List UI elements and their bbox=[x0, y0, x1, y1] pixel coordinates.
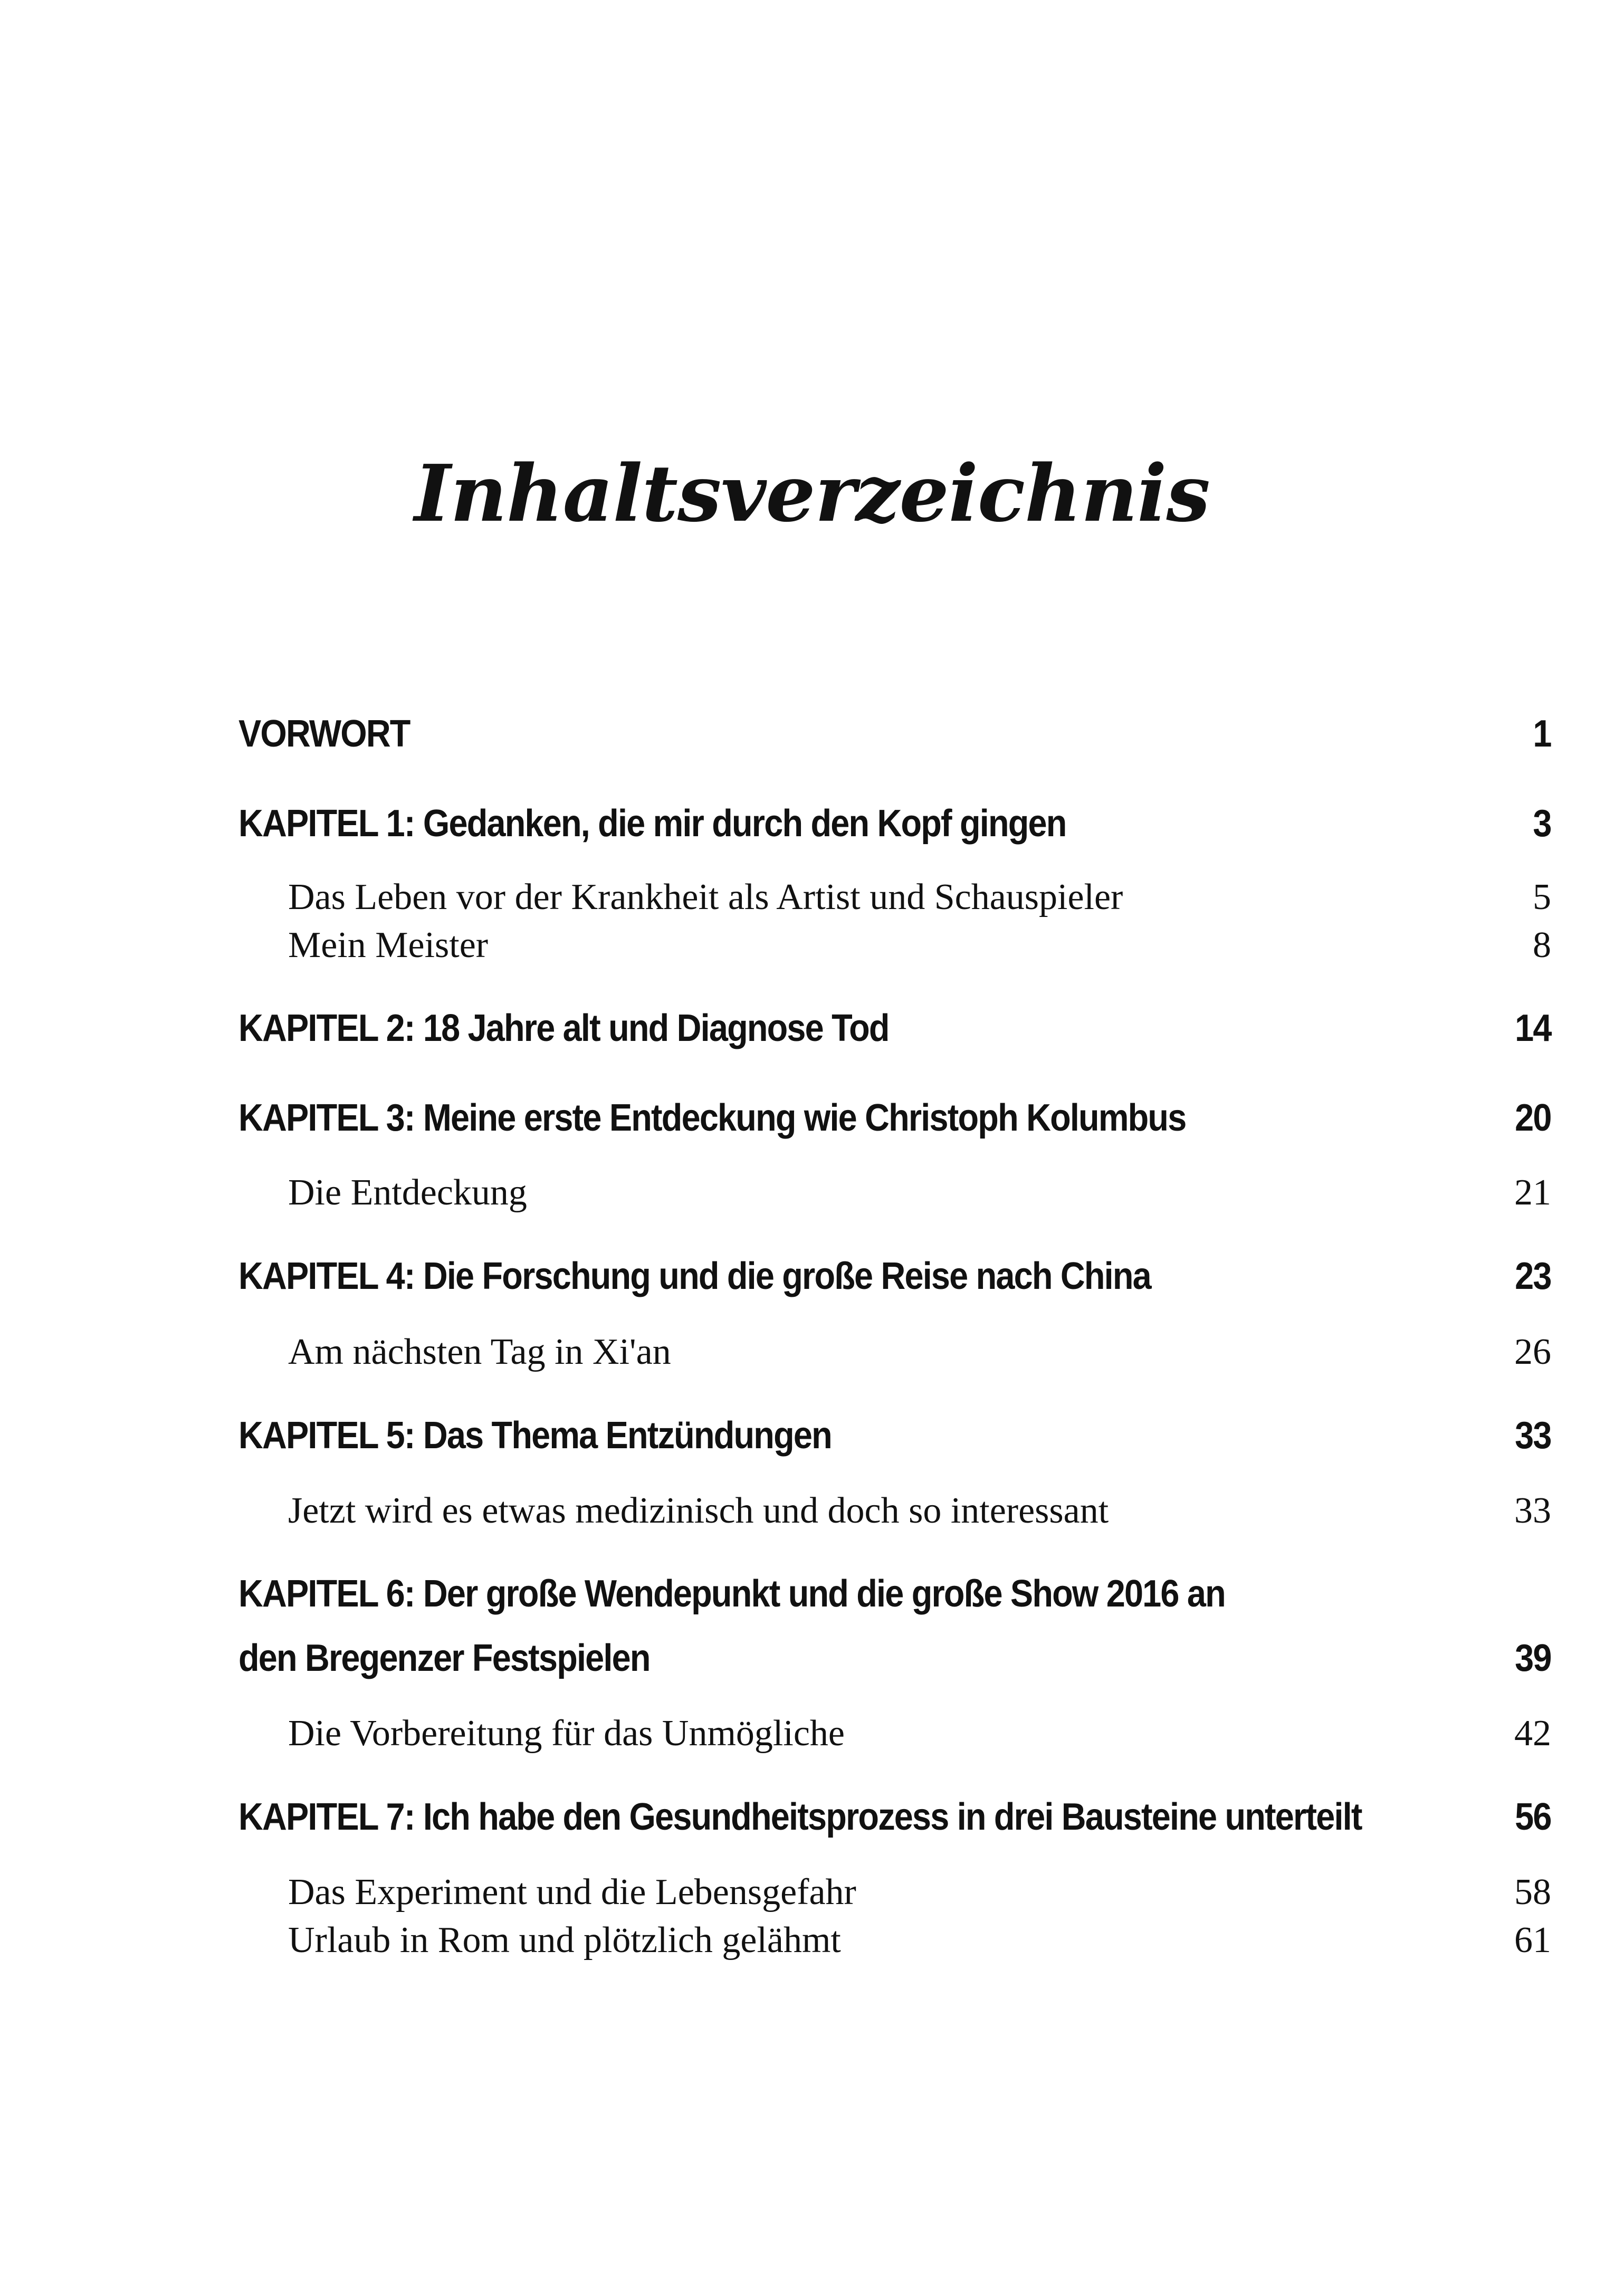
toc-page-number: 42 bbox=[1514, 1713, 1551, 1754]
toc-chapter-5[interactable] bbox=[238, 1403, 1551, 1468]
toc-entry-label: KAPITEL 1: Gedanken, die mir durch den Kopf gingen bbox=[238, 802, 1066, 845]
toc-chapter-1[interactable] bbox=[238, 791, 1551, 856]
toc-entry-label: KAPITEL 4: Die Forschung und die große Reise nach China bbox=[238, 1255, 1151, 1297]
toc-entry-label: KAPITEL 7: Ich habe den Gesundheitsprozess in drei Bausteine unterteilt bbox=[238, 1796, 1362, 1838]
toc-entry-label: KAPITEL 5: Das Thema Entzündungen bbox=[238, 1414, 832, 1457]
toc-page-number: 23 bbox=[1515, 1255, 1551, 1297]
toc-entry-label: Am nächsten Tag in Xi'an bbox=[288, 1332, 671, 1372]
toc-page-number: 3 bbox=[1533, 802, 1551, 845]
toc-chapter-4[interactable] bbox=[238, 1244, 1551, 1308]
toc-page-number: 8 bbox=[1533, 925, 1551, 965]
toc-section[interactable] bbox=[238, 1169, 1551, 1217]
toc-section[interactable] bbox=[238, 921, 1551, 970]
toc-chapter-6[interactable] bbox=[238, 1562, 1551, 1690]
toc-page-number: 56 bbox=[1515, 1796, 1551, 1838]
toc-page-number: 21 bbox=[1514, 1172, 1551, 1213]
toc-entry-label: VORWORT bbox=[238, 713, 410, 755]
toc-entry-label: Das Leben vor der Krankheit als Artist und Schauspieler bbox=[288, 877, 1123, 917]
toc-page-number: 14 bbox=[1515, 1007, 1551, 1049]
toc-entry-label: Mein Meister bbox=[288, 925, 489, 965]
toc-section[interactable] bbox=[238, 1487, 1551, 1535]
toc-entry-label: KAPITEL 2: 18 Jahre alt und Diagnose Tod bbox=[238, 1007, 889, 1049]
toc-section[interactable] bbox=[238, 1328, 1551, 1376]
page-title: Inhaltsverzeichnis bbox=[414, 447, 1210, 539]
toc-page-number: 26 bbox=[1514, 1332, 1551, 1372]
toc-chapter-3[interactable] bbox=[238, 1086, 1551, 1150]
toc-entry-label: KAPITEL 3: Meine erste Entdeckung wie Christoph Kolumbus bbox=[238, 1097, 1186, 1139]
toc-page-number: 58 bbox=[1514, 1872, 1551, 1913]
toc-entry-label: Urlaub in Rom und plötzlich gelähmt bbox=[288, 1920, 841, 1961]
toc-chapter-vorwort[interactable] bbox=[238, 702, 1551, 766]
toc-entry-label: KAPITEL 6: Der große Wendepunkt und die große Show 2016 an den Bregenzer Festspielen bbox=[238, 1573, 1225, 1679]
toc-chapter-7[interactable] bbox=[238, 1785, 1551, 1849]
toc-page-number: 61 bbox=[1514, 1920, 1551, 1961]
toc-page-number: 33 bbox=[1515, 1414, 1551, 1457]
toc-entry-label: Jetzt wird es etwas medizinisch und doch so interessant bbox=[288, 1490, 1109, 1531]
toc-entry-label: Die Vorbereitung für das Unmögliche bbox=[288, 1713, 845, 1754]
toc-section[interactable] bbox=[238, 1868, 1551, 1917]
toc-entry-label: Das Experiment und die Lebensgefahr bbox=[288, 1872, 856, 1913]
toc-page-number: 39 bbox=[1515, 1637, 1551, 1679]
toc-page-number: 1 bbox=[1533, 713, 1551, 755]
toc-chapter-2[interactable] bbox=[238, 996, 1551, 1060]
toc-section[interactable] bbox=[238, 873, 1551, 922]
toc-page-number: 33 bbox=[1514, 1490, 1551, 1531]
toc-section[interactable] bbox=[238, 1916, 1551, 1965]
toc-entry-label: Die Entdeckung bbox=[288, 1172, 527, 1213]
toc-page-number: 5 bbox=[1533, 877, 1551, 917]
toc-page-number: 20 bbox=[1515, 1097, 1551, 1139]
toc-section[interactable] bbox=[238, 1709, 1551, 1758]
